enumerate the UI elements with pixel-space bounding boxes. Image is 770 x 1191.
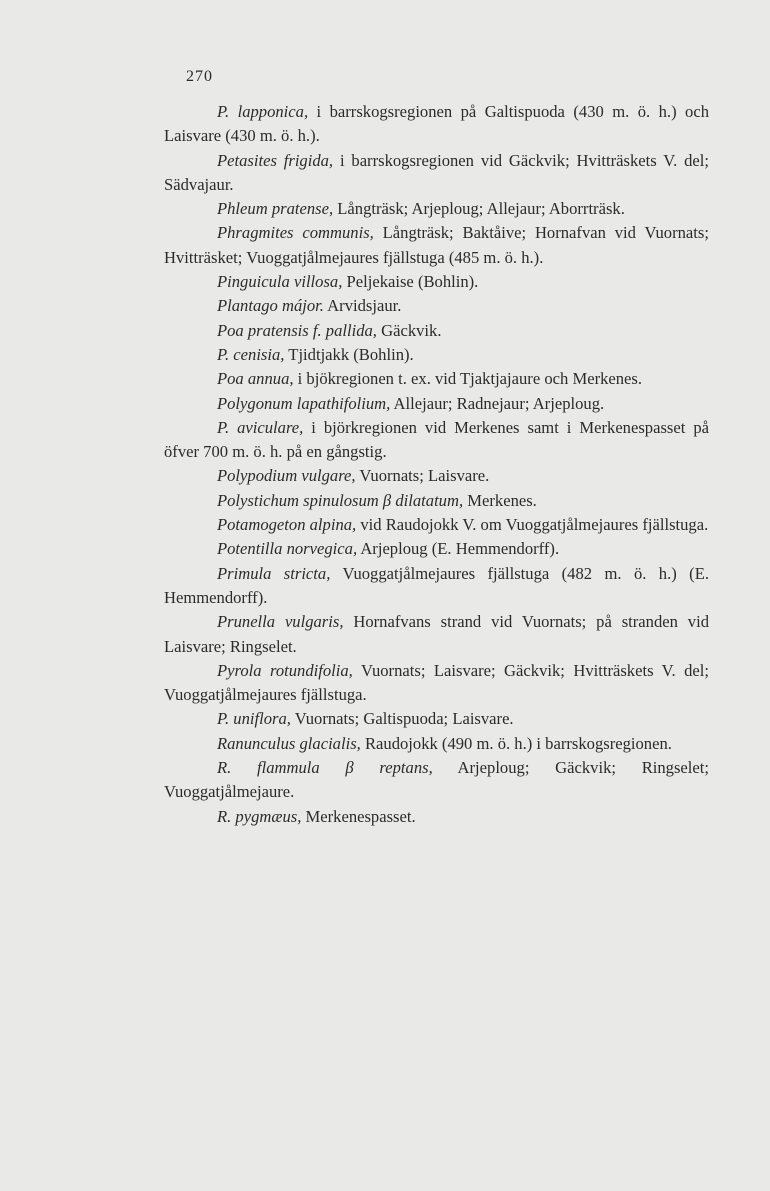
species-name: Plantago májor.	[217, 296, 324, 316]
species-name: Pyrola rotundifolia,	[217, 660, 353, 680]
page-number: 270	[186, 68, 213, 85]
species-entry	[164, 805, 709, 829]
species-entry	[164, 513, 709, 537]
species-localities: Tjidtjakk (Bohlin).	[284, 344, 414, 364]
species-name: Potamogeton alpina,	[217, 515, 357, 535]
species-name: Phragmites communis,	[217, 223, 374, 243]
species-name: Poa annua,	[217, 369, 294, 389]
species-entry	[164, 464, 709, 488]
species-localities: i barrskogsregionen på Galtispuoda (430 m. ö. h.) och Laisvare (430 m. ö. h.).	[164, 102, 709, 146]
species-entry	[164, 416, 709, 465]
species-name: Polystichum spinulosum β dilatatum,	[217, 490, 464, 510]
species-localities: Vuoggatjålmejaures fjällstuga (482 m. ö. h.) (E. Hemmendorff).	[164, 563, 709, 607]
species-name: Phleum pratense,	[217, 199, 334, 219]
species-localities: i bjökregionen t. ex. vid Tjaktjajaure och Merkenes.	[293, 369, 643, 389]
species-name: Potentilla norvegica,	[217, 539, 358, 559]
species-localities: Arjeploug (E. Hemmendorff).	[357, 539, 560, 559]
species-name: P. cenisia,	[217, 344, 285, 364]
species-localities: Arjeploug; Gäckvik; Ringselet; Vuoggatjålmejaure.	[164, 758, 709, 802]
species-entry	[164, 756, 709, 805]
species-localities: Gäckvik.	[376, 320, 442, 340]
species-entry	[164, 319, 709, 343]
species-localities: Långträsk; Baktåive; Hornafvan vid Vuornats; Hvitträsket; Vuoggatjålmejaures fjällstuga (485 m. ö. h.).	[164, 223, 709, 267]
species-name: Poa pratensis f. pallida,	[217, 320, 377, 340]
species-localities: Arvidsjaur.	[323, 296, 402, 316]
species-name: Ranunculus glacialis,	[217, 733, 361, 753]
species-name: Primula stricta,	[217, 563, 331, 583]
species-entry	[164, 707, 709, 731]
species-entry	[164, 489, 709, 513]
species-entry	[164, 197, 709, 221]
species-localities: Vuornats; Galtispuoda; Laisvare.	[290, 709, 514, 729]
species-localities: Peljekaise (Bohlin).	[342, 272, 479, 292]
species-entry	[164, 294, 709, 318]
species-entry	[164, 149, 709, 198]
species-localities: vid Raudojokk V. om Vuoggatjålmejaures fjällstuga.	[356, 515, 709, 535]
species-localities: Merkenespasset.	[301, 806, 416, 826]
species-name: Polypodium vulgare,	[217, 466, 356, 486]
species-entry	[164, 100, 709, 149]
species-entry	[164, 343, 709, 367]
species-localities: Merkenes.	[463, 490, 537, 510]
species-name: Prunella vulgaris,	[217, 612, 344, 632]
species-name: R. pygmæus,	[217, 806, 302, 826]
species-entry	[164, 659, 709, 708]
species-localities: Vuornats; Laisvare; Gäckvik; Hvitträskets V. del; Vuoggatjålmejaures fjällstuga.	[164, 660, 709, 705]
species-name: Polygonum lapathifolium,	[217, 393, 391, 413]
species-entry	[164, 537, 709, 561]
species-name: R. flammula β reptans,	[217, 758, 433, 778]
species-list	[164, 100, 709, 829]
species-entry	[164, 367, 709, 391]
species-entry	[164, 270, 709, 294]
species-localities: i björkregionen vid Merkenes samt i Merkenespasset på öfver 700 m. ö. h. på en gångstig.	[164, 417, 709, 462]
species-entry	[164, 732, 709, 756]
species-entry	[164, 562, 709, 611]
species-localities: Långträsk; Arjeploug; Allejaur; Aborrträsk.	[333, 199, 625, 219]
species-name: P. aviculare,	[217, 417, 304, 437]
species-entry	[164, 610, 709, 659]
species-name: Pinguicula villosa,	[217, 272, 343, 292]
species-name: P. uniflora,	[217, 709, 291, 729]
species-localities: Hornafvans strand vid Vuornats; på stranden vid Laisvare; Ringselet.	[164, 612, 709, 656]
species-localities: Vuornats; Laisvare.	[355, 466, 490, 486]
species-name: P. lapponica,	[217, 102, 309, 121]
species-localities: i barrskogsregionen vid Gäckvik; Hvitträskets V. del; Sädvajaur.	[164, 150, 709, 194]
species-localities: Allejaur; Radnejaur; Arjeploug.	[390, 393, 605, 413]
species-entry	[164, 221, 709, 270]
species-entry	[164, 392, 709, 416]
species-localities: Raudojokk (490 m. ö. h.) i barrskogsregionen.	[360, 733, 672, 753]
species-name: Petasites frigida,	[217, 150, 334, 170]
